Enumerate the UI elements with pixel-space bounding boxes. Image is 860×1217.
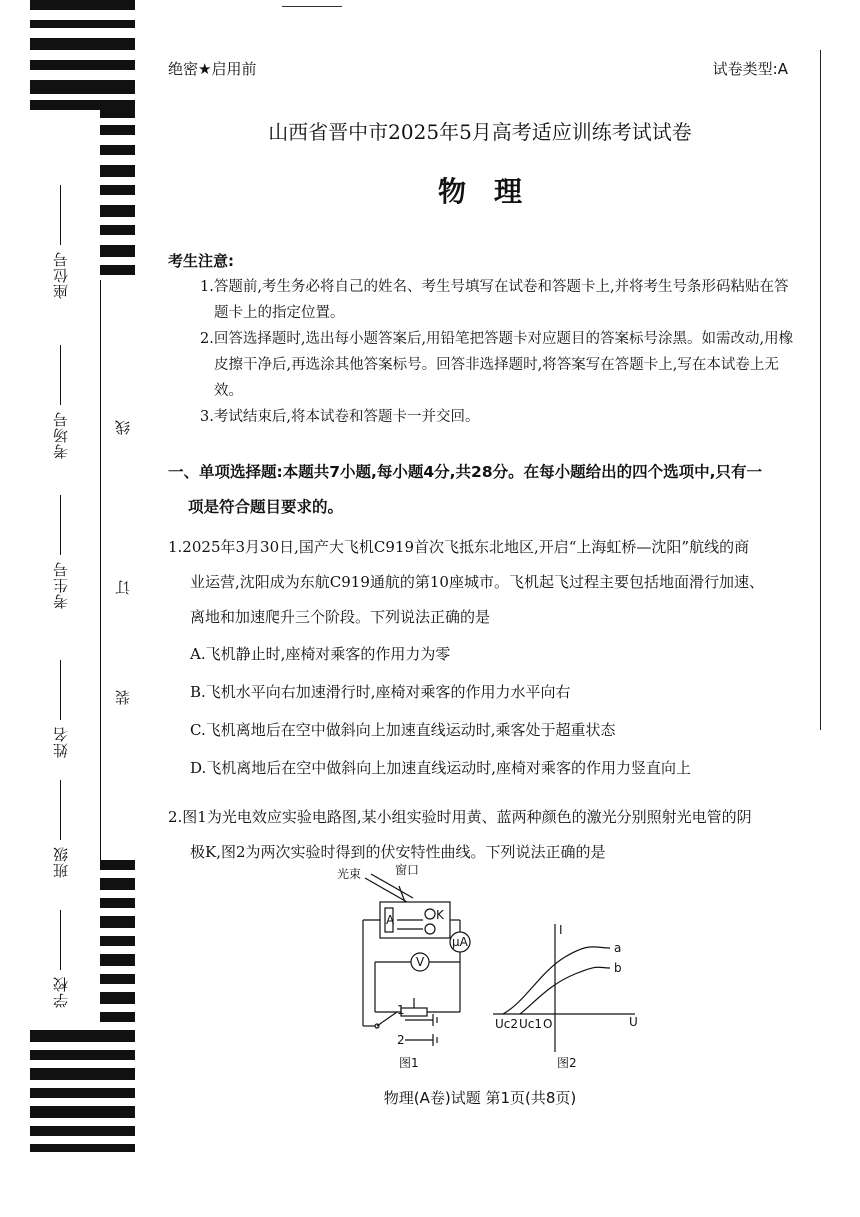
stripe — [100, 185, 135, 195]
stripe — [30, 1144, 135, 1152]
stripe — [30, 1126, 135, 1136]
u-axis-label: U — [629, 1015, 638, 1029]
binding-line — [100, 280, 101, 860]
iv-curve-plot — [493, 923, 638, 1070]
figure-circuit-and-curves — [335, 862, 655, 1072]
stripe — [100, 878, 135, 890]
switch-blade — [377, 1012, 397, 1026]
stripe — [30, 1030, 135, 1042]
light-beam-ray — [371, 874, 413, 898]
stripe — [100, 110, 135, 118]
i-axis-label: I — [559, 923, 563, 937]
exam-title: 山西省晋中市2025年5月高考适应训练考试试卷 — [268, 120, 692, 144]
electron-terminal — [425, 924, 435, 934]
notes-list — [200, 274, 800, 430]
curve-a — [503, 947, 610, 1014]
section-line: 一、单项选择题:本题共7小题,每小题4分,共28分。在每小题给出的四个选项中,只有一 — [168, 463, 763, 481]
binding-mark-ding: 订 — [114, 580, 132, 595]
cathode-label: K — [436, 908, 444, 922]
stripe — [100, 954, 135, 966]
paper-type-label: 试卷类型:A — [712, 60, 788, 78]
exam-room-field: 考场号 — [50, 345, 71, 459]
curve-a-label: a — [614, 941, 622, 955]
stripe — [100, 974, 135, 984]
option-a: A.飞机静止时,座椅对乘客的作用力为零 — [190, 645, 451, 663]
note-item: 1.答题前,考生务必将自己的姓名、考生号填写在试卷和答题卡上,并将考生号条形码粘贴在答题卡上的指定位置。 — [200, 279, 789, 321]
stripe — [100, 165, 135, 177]
figure-2-caption: 图2 — [557, 1056, 577, 1070]
curve-b-label: b — [614, 961, 622, 975]
note-item: 2.回答选择题时,选出每小题答案后,用铅笔把答题卡对应题目的答案标号涂黑。如需改动,用橡皮擦干净后,再选涂其他答案标号。回答非选择题时,将答案写在答题卡上,写在本试卷上无效。 — [200, 331, 794, 399]
confidential-label: 绝密★启用前 — [168, 60, 257, 78]
question-stem: 1.2025年3月30日,国产大飞机C919首次飞抵东北地区,开启“上海虹桥—沈阳”航线的商 — [168, 538, 750, 556]
option-b: B.飞机水平向右加速滑行时,座椅对乘客的作用力水平向右 — [190, 683, 571, 701]
stripe — [100, 265, 135, 275]
binding-mark-zhuang: 装 — [114, 690, 132, 705]
binding-mark-xian: 线 — [114, 420, 132, 435]
microammeter-label: μA — [452, 935, 468, 949]
window-label: 窗口 — [395, 863, 420, 877]
stripe — [100, 936, 135, 946]
option-d: D.飞机离地后在空中做斜向上加速直线运动时,座椅对乘客的作用力竖直向上 — [190, 759, 692, 777]
switch-pos-2: 2 — [397, 1033, 405, 1047]
question-2 — [168, 800, 800, 870]
stripe — [100, 125, 135, 135]
uc2-label: Uc2 — [495, 1017, 519, 1031]
right-margin-line — [820, 50, 821, 730]
beam-label: 光束 — [337, 867, 362, 881]
question-1 — [168, 530, 800, 787]
stripe — [100, 205, 135, 217]
stripe — [30, 1050, 135, 1060]
stripe — [100, 916, 135, 928]
stripe — [30, 38, 135, 50]
switch-pos-1: 1 — [397, 1003, 405, 1017]
section-heading — [168, 455, 798, 525]
stripe — [30, 20, 135, 28]
stripe — [30, 1106, 135, 1118]
question-stem: 离地和加速爬升三个阶段。下列说法正确的是 — [190, 608, 491, 626]
stripe — [30, 100, 135, 110]
figure-1-caption: 图1 — [399, 1056, 419, 1070]
note-item: 3.考试结束后,将本试卷和答题卡一并交回。 — [200, 409, 480, 425]
page-footer: 物理(A卷)试题 第1页(共8页) — [383, 1089, 577, 1107]
cathode-terminal — [425, 909, 435, 919]
subject-title: 物理 — [437, 175, 550, 208]
stripe — [100, 1012, 135, 1022]
candidate-number-field: 考生号 — [50, 495, 71, 609]
rheostat — [401, 1008, 427, 1016]
stripe — [100, 245, 135, 257]
curve-b — [520, 967, 610, 1014]
top-rule — [282, 6, 342, 7]
question-stem: 业运营,沈阳成为东航C919通航的第10座城市。飞机起飞过程主要包括地面滑行加速、 — [190, 573, 764, 591]
stripe — [30, 1068, 135, 1080]
stripe — [100, 860, 135, 870]
origin-label: O — [543, 1017, 553, 1031]
class-field: 班级 — [50, 780, 71, 878]
voltmeter-label: V — [416, 955, 425, 969]
stripe — [100, 145, 135, 155]
school-field: 学校 — [50, 910, 71, 1008]
name-field: 姓名 — [50, 660, 71, 758]
stripe — [30, 1088, 135, 1098]
stripe — [30, 0, 135, 10]
seat-number-field: 座位号 — [50, 185, 71, 299]
binding-strip — [0, 0, 140, 1217]
option-c: C.飞机离地后在空中做斜向上加速直线运动时,乘客处于超重状态 — [190, 721, 616, 739]
stripe — [30, 60, 135, 70]
stripe — [30, 80, 135, 94]
notes-title: 考生注意: — [168, 252, 234, 270]
question-stem: 2.图1为光电效应实验电路图,某小组实验时用黄、蓝两种颜色的激光分别照射光电管的阴 — [168, 808, 752, 826]
question-stem: 极K,图2为两次实验时得到的伏安特性曲线。下列说法正确的是 — [190, 843, 606, 861]
anode-label: A — [386, 913, 395, 927]
circuit-diagram — [337, 862, 470, 1070]
stripe — [100, 225, 135, 235]
stripe — [100, 992, 135, 1004]
stripe — [100, 898, 135, 908]
uc1-label: Uc1 — [519, 1017, 543, 1031]
section-line: 项是符合题目要求的。 — [188, 498, 344, 516]
